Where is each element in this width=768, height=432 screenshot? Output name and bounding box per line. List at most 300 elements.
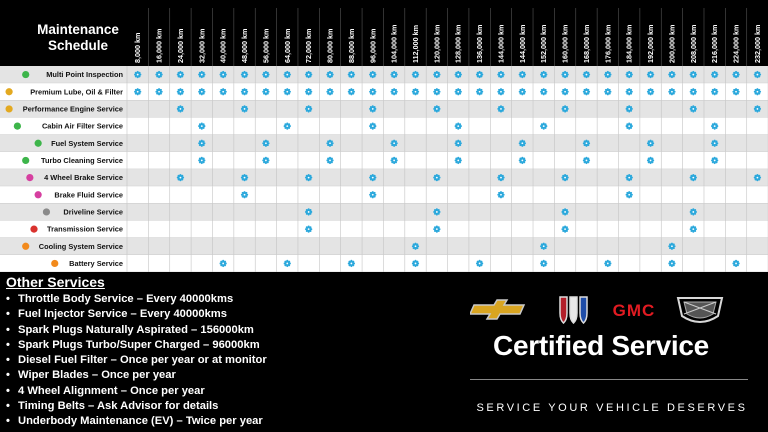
service-due-mark — [348, 88, 355, 95]
fuel-icon — [35, 140, 42, 147]
mark-hole — [479, 74, 481, 76]
other-service-item: • Spark Plugs Turbo/Super Charged – 96000km — [6, 338, 260, 351]
service-due-mark — [668, 88, 675, 95]
mark-hole — [564, 228, 566, 230]
mark-hole — [692, 91, 694, 93]
service-due-mark — [198, 157, 205, 164]
schedule-title-line1: Maintenance — [37, 22, 119, 37]
mark-hole — [628, 74, 630, 76]
service-label: Battery Service — [69, 259, 123, 269]
mark-hole — [415, 245, 417, 247]
service-due-mark — [433, 225, 440, 232]
mark-hole — [393, 74, 395, 76]
service-due-mark — [390, 140, 397, 147]
interval-header: 200,000 km — [667, 24, 677, 63]
mark-hole — [500, 74, 502, 76]
mark-hole — [436, 211, 438, 213]
service-due-mark — [497, 71, 504, 78]
mark-hole — [180, 177, 182, 179]
service-due-mark — [647, 157, 654, 164]
interval-header: 216,000 km — [710, 24, 720, 63]
mark-hole — [586, 74, 588, 76]
interval-header: 96,000 km — [368, 28, 378, 63]
service-label: Premium Lube, Oil & Filter — [30, 87, 123, 97]
service-due-mark — [284, 122, 291, 129]
service-due-mark — [583, 88, 590, 95]
mark-hole — [286, 74, 288, 76]
service-due-mark — [690, 88, 697, 95]
mark-hole — [650, 142, 652, 144]
interval-header: 72,000 km — [304, 28, 314, 63]
mark-hole — [500, 194, 502, 196]
service-due-mark — [326, 71, 333, 78]
mark-hole — [286, 125, 288, 127]
mark-hole — [692, 177, 694, 179]
service-due-mark — [220, 88, 227, 95]
service-due-mark — [754, 71, 761, 78]
service-due-mark — [305, 105, 312, 112]
service-due-mark — [690, 174, 697, 181]
mark-hole — [521, 74, 523, 76]
mark-hole — [244, 194, 246, 196]
mark-hole — [350, 263, 352, 265]
mark-hole — [137, 91, 139, 93]
service-label: Turbo Cleaning Service — [40, 156, 123, 166]
interval-header: 144,000 km — [496, 24, 506, 63]
service-due-mark — [455, 157, 462, 164]
mark-hole — [500, 177, 502, 179]
service-due-mark — [711, 122, 718, 129]
mark-hole — [244, 177, 246, 179]
service-due-mark — [497, 174, 504, 181]
service-due-mark — [519, 88, 526, 95]
mark-hole — [628, 91, 630, 93]
mark-hole — [265, 160, 267, 162]
service-label: Transmission Service — [47, 224, 123, 234]
mark-hole — [308, 108, 310, 110]
battery-icon — [51, 260, 58, 267]
service-due-mark — [668, 71, 675, 78]
service-due-mark — [476, 71, 483, 78]
brake-fluid-icon — [35, 191, 42, 198]
mark-hole — [180, 91, 182, 93]
mark-hole — [436, 108, 438, 110]
service-due-mark — [155, 88, 162, 95]
interval-header: 144,000 km — [517, 24, 527, 63]
other-service-item: • 4 Wheel Alignment – Once per year — [6, 384, 205, 397]
interval-header: 176,000 km — [603, 24, 613, 63]
mark-hole — [436, 74, 438, 76]
mark-hole — [308, 91, 310, 93]
mark-hole — [415, 263, 417, 265]
service-due-mark — [583, 140, 590, 147]
mark-hole — [308, 74, 310, 76]
mark-hole — [329, 160, 331, 162]
other-service-item: • Timing Belts – Ask Advisor for details — [6, 400, 219, 413]
other-services-list — [6, 292, 267, 430]
mark-hole — [628, 194, 630, 196]
service-due-mark — [198, 122, 205, 129]
service-due-mark — [390, 157, 397, 164]
service-due-mark — [626, 88, 633, 95]
interval-header: 160,000 km — [560, 24, 570, 63]
mark-hole — [372, 91, 374, 93]
mark-hole — [436, 228, 438, 230]
mark-hole — [286, 263, 288, 265]
mark-hole — [479, 91, 481, 93]
service-due-mark — [369, 122, 376, 129]
mark-hole — [521, 160, 523, 162]
interval-header: 16,000 km — [154, 28, 164, 63]
service-due-mark — [326, 88, 333, 95]
service-due-mark — [220, 260, 227, 267]
mark-hole — [393, 160, 395, 162]
service-due-mark — [198, 140, 205, 147]
interval-header: 112,000 km — [410, 25, 420, 63]
service-due-mark — [690, 105, 697, 112]
mark-hole — [692, 74, 694, 76]
other-service-item: • Fuel Injector Service – Every 40000kms — [6, 308, 227, 321]
mark-hole — [457, 91, 459, 93]
service-due-mark — [668, 260, 675, 267]
mark-hole — [735, 74, 737, 76]
engine-icon — [5, 105, 12, 112]
buick-logo — [560, 297, 587, 323]
inspection-icon — [22, 71, 29, 78]
interval-header: 8,000 km — [133, 32, 143, 63]
service-due-mark — [262, 71, 269, 78]
interval-header: 32,000 km — [197, 28, 207, 63]
mark-hole — [714, 125, 716, 127]
service-due-mark — [433, 71, 440, 78]
service-due-mark — [668, 243, 675, 250]
mark-hole — [436, 177, 438, 179]
brand-tagline: SERVICE YOUR VEHICLE DESERVES — [476, 402, 748, 414]
mark-hole — [415, 91, 417, 93]
brand-logos — [470, 292, 760, 328]
mark-hole — [222, 91, 224, 93]
service-due-mark — [561, 208, 568, 215]
service-due-mark — [540, 71, 547, 78]
driveline-icon — [43, 208, 50, 215]
mark-hole — [265, 74, 267, 76]
mark-hole — [607, 263, 609, 265]
service-label: Cooling System Service — [38, 241, 123, 251]
service-due-mark — [241, 71, 248, 78]
brand-block — [470, 292, 760, 422]
interval-header: 80,000 km — [325, 28, 335, 63]
other-service-item: • Underbody Maintenance (EV) – Twice per year — [6, 415, 263, 428]
service-due-mark — [754, 105, 761, 112]
service-due-mark — [262, 88, 269, 95]
service-due-mark — [626, 191, 633, 198]
service-due-mark — [369, 88, 376, 95]
service-due-mark — [220, 71, 227, 78]
mark-hole — [671, 74, 673, 76]
mark-hole — [714, 91, 716, 93]
interval-header: 120,000 km — [432, 24, 442, 63]
service-due-mark — [305, 88, 312, 95]
service-due-mark — [369, 174, 376, 181]
mark-hole — [415, 74, 417, 76]
mark-hole — [757, 74, 759, 76]
service-due-mark — [305, 174, 312, 181]
interval-header: 104,000 km — [389, 24, 399, 63]
service-due-mark — [476, 88, 483, 95]
mark-hole — [308, 211, 310, 213]
mark-hole — [372, 108, 374, 110]
mark-hole — [757, 177, 759, 179]
service-due-mark — [433, 174, 440, 181]
mark-hole — [628, 125, 630, 127]
service-due-mark — [732, 260, 739, 267]
mark-hole — [735, 263, 737, 265]
mark-hole — [308, 177, 310, 179]
service-due-mark — [754, 88, 761, 95]
service-due-mark — [134, 88, 141, 95]
service-due-mark — [711, 140, 718, 147]
mark-hole — [457, 74, 459, 76]
service-due-mark — [732, 71, 739, 78]
service-due-mark — [561, 174, 568, 181]
service-due-mark — [711, 71, 718, 78]
interval-header: 192,000 km — [646, 24, 656, 63]
brand-divider — [470, 379, 748, 380]
mark-hole — [244, 108, 246, 110]
service-due-mark — [626, 105, 633, 112]
mark-hole — [692, 211, 694, 213]
service-due-mark — [241, 88, 248, 95]
service-label: Driveline Service — [63, 207, 123, 217]
mark-hole — [372, 194, 374, 196]
mark-hole — [564, 74, 566, 76]
mark-hole — [628, 177, 630, 179]
service-due-mark — [519, 71, 526, 78]
service-due-mark — [284, 260, 291, 267]
mark-hole — [222, 263, 224, 265]
mark-hole — [521, 91, 523, 93]
service-due-mark — [476, 260, 483, 267]
service-due-mark — [241, 105, 248, 112]
mark-hole — [201, 91, 203, 93]
service-due-mark — [198, 71, 205, 78]
mark-hole — [393, 142, 395, 144]
service-due-mark — [198, 88, 205, 95]
service-due-mark — [262, 140, 269, 147]
service-due-mark — [262, 157, 269, 164]
service-due-mark — [519, 140, 526, 147]
interval-header: 88,000 km — [346, 28, 356, 63]
mark-hole — [329, 74, 331, 76]
service-due-mark — [305, 71, 312, 78]
service-due-mark — [455, 140, 462, 147]
mark-hole — [286, 91, 288, 93]
gmc-logo-text: GMC — [612, 301, 656, 320]
mark-hole — [757, 91, 759, 93]
service-due-mark — [455, 88, 462, 95]
service-due-mark — [177, 71, 184, 78]
service-due-mark — [177, 88, 184, 95]
service-due-mark — [326, 157, 333, 164]
mark-hole — [180, 108, 182, 110]
oil-icon — [5, 88, 12, 95]
mark-hole — [564, 211, 566, 213]
service-due-mark — [540, 88, 547, 95]
transmission-icon — [30, 226, 37, 233]
interval-header: 48,000 km — [240, 28, 250, 63]
mark-hole — [714, 160, 716, 162]
service-label: Performance Engine Service — [22, 104, 123, 114]
service-due-mark — [626, 174, 633, 181]
mark-hole — [372, 74, 374, 76]
service-due-mark — [177, 105, 184, 112]
service-due-mark — [583, 71, 590, 78]
service-label: Fuel System Service — [51, 138, 123, 148]
service-due-mark — [583, 157, 590, 164]
other-services-title: Other Services — [6, 274, 105, 290]
mark-hole — [329, 91, 331, 93]
service-due-mark — [177, 174, 184, 181]
service-due-mark — [455, 71, 462, 78]
service-due-mark — [433, 88, 440, 95]
service-due-mark — [690, 71, 697, 78]
gmc-logo — [613, 301, 656, 320]
air-filter-icon — [14, 122, 21, 129]
service-due-mark — [626, 122, 633, 129]
mark-hole — [350, 91, 352, 93]
mark-hole — [607, 91, 609, 93]
service-due-mark — [561, 71, 568, 78]
mark-hole — [543, 245, 545, 247]
service-due-mark — [711, 88, 718, 95]
service-due-mark — [369, 105, 376, 112]
service-due-mark — [348, 71, 355, 78]
service-due-mark — [647, 71, 654, 78]
mark-hole — [158, 91, 160, 93]
mark-hole — [265, 91, 267, 93]
mark-hole — [350, 74, 352, 76]
service-due-mark — [326, 140, 333, 147]
service-due-mark — [284, 88, 291, 95]
service-due-mark — [241, 191, 248, 198]
mark-hole — [714, 142, 716, 144]
mark-hole — [457, 160, 459, 162]
interval-header: 128,000 km — [453, 24, 463, 63]
service-due-mark — [540, 243, 547, 250]
service-due-mark — [497, 105, 504, 112]
mark-hole — [244, 91, 246, 93]
service-due-mark — [561, 105, 568, 112]
service-due-mark — [497, 191, 504, 198]
service-due-mark — [497, 88, 504, 95]
service-due-mark — [134, 71, 141, 78]
other-service-item: • Wiper Blades – Once per year — [6, 369, 176, 382]
mark-hole — [735, 91, 737, 93]
interval-header: 56,000 km — [261, 28, 271, 63]
mark-hole — [201, 74, 203, 76]
mark-hole — [757, 108, 759, 110]
interval-header: 224,000 km — [731, 24, 741, 63]
mark-hole — [521, 142, 523, 144]
service-due-mark — [732, 88, 739, 95]
bottom-panel — [0, 272, 768, 432]
interval-header: 168,000 km — [581, 24, 591, 63]
mark-hole — [479, 263, 481, 265]
service-due-mark — [540, 122, 547, 129]
service-due-mark — [433, 105, 440, 112]
service-label: Brake Fluid Service — [54, 190, 123, 200]
service-due-mark — [604, 71, 611, 78]
mark-hole — [500, 91, 502, 93]
service-due-mark — [561, 88, 568, 95]
interval-header: 64,000 km — [282, 28, 292, 63]
mark-hole — [564, 177, 566, 179]
service-label: Cabin Air Filter Service — [41, 121, 123, 131]
service-due-mark — [412, 260, 419, 267]
service-label: 4 Wheel Brake Service — [44, 173, 123, 183]
schedule-title-line2: Schedule — [47, 38, 109, 53]
turbo-icon — [22, 157, 29, 164]
mark-hole — [329, 142, 331, 144]
mark-hole — [586, 91, 588, 93]
mark-hole — [244, 74, 246, 76]
mark-hole — [265, 142, 267, 144]
mark-hole — [201, 142, 203, 144]
service-due-mark — [604, 260, 611, 267]
mark-hole — [372, 177, 374, 179]
mark-hole — [650, 160, 652, 162]
mark-hole — [692, 108, 694, 110]
other-service-item: • Diesel Fuel Filter – Once per year or at monitor — [6, 354, 267, 367]
service-label: Multi Point Inspection — [46, 70, 123, 80]
service-due-mark — [433, 208, 440, 215]
service-due-mark — [519, 157, 526, 164]
service-due-mark — [390, 88, 397, 95]
other-service-item: • Spark Plugs Naturally Aspirated – 156000km — [6, 323, 254, 336]
service-due-mark — [412, 88, 419, 95]
chevrolet-logo — [470, 300, 524, 319]
service-due-mark — [455, 122, 462, 129]
mark-hole — [671, 245, 673, 247]
mark-hole — [457, 142, 459, 144]
service-due-mark — [369, 71, 376, 78]
mark-hole — [308, 228, 310, 230]
mark-hole — [222, 74, 224, 76]
interval-header: 232,000 km — [752, 24, 762, 63]
mark-hole — [628, 108, 630, 110]
mark-hole — [650, 74, 652, 76]
mark-hole — [158, 74, 160, 76]
mark-hole — [543, 263, 545, 265]
service-due-mark — [604, 88, 611, 95]
service-due-mark — [690, 208, 697, 215]
mark-hole — [607, 74, 609, 76]
mark-hole — [564, 91, 566, 93]
mark-hole — [201, 125, 203, 127]
interval-header: 152,000 km — [539, 24, 549, 63]
service-due-mark — [647, 88, 654, 95]
mark-hole — [457, 125, 459, 127]
mark-hole — [500, 108, 502, 110]
mark-hole — [180, 74, 182, 76]
service-due-mark — [305, 225, 312, 232]
mark-hole — [137, 74, 139, 76]
service-due-mark — [369, 191, 376, 198]
service-due-mark — [390, 71, 397, 78]
service-due-mark — [305, 208, 312, 215]
mark-hole — [586, 142, 588, 144]
mark-hole — [671, 263, 673, 265]
